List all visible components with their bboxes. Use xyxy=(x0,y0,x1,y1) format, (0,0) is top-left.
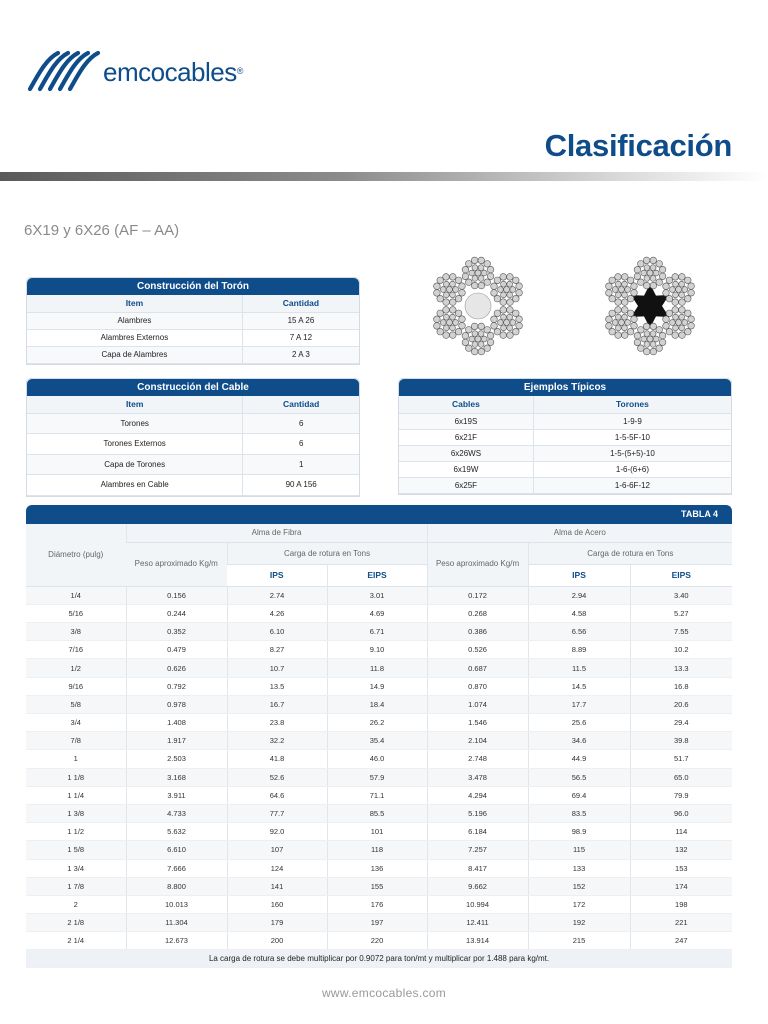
steel-core-rope-cross-section xyxy=(596,252,704,360)
value-cell: 192 xyxy=(528,914,630,932)
value-cell: 133 xyxy=(528,859,630,877)
value-cell: 12.411 xyxy=(427,914,528,932)
table-row xyxy=(27,413,359,434)
toron-title: Construcción del Torón xyxy=(27,278,359,295)
tabla-4-grid xyxy=(26,524,732,968)
value-cell: 1.408 xyxy=(126,714,227,732)
row-label: Torones Externos xyxy=(27,434,243,455)
value-cell: 132 xyxy=(630,841,732,859)
value-cell: 153 xyxy=(630,859,732,877)
value-cell: 221 xyxy=(630,914,732,932)
diametro-cell: 1 3/8 xyxy=(26,804,126,822)
value-cell: 197 xyxy=(327,914,427,932)
value-cell: 18.4 xyxy=(327,695,427,713)
strand xyxy=(462,257,494,289)
value-cell: 152 xyxy=(528,877,630,895)
value-cell: 8.27 xyxy=(227,641,327,659)
table-row xyxy=(27,475,359,496)
value-cell: 2.748 xyxy=(427,750,528,768)
value-cell: 0.352 xyxy=(126,623,227,641)
value-cell: 71.1 xyxy=(327,786,427,804)
table-row xyxy=(26,732,732,750)
value-cell: 124 xyxy=(227,859,327,877)
table-row xyxy=(26,859,732,877)
value-cell: 118 xyxy=(327,841,427,859)
value-cell: 46.0 xyxy=(327,750,427,768)
strand xyxy=(606,307,638,339)
table-row xyxy=(26,677,732,695)
value-cell: 179 xyxy=(227,914,327,932)
value-cell: 7.257 xyxy=(427,841,528,859)
value-cell: 0.978 xyxy=(126,695,227,713)
table-row xyxy=(26,623,732,641)
diametro-cell: 1 1/2 xyxy=(26,823,126,841)
header-ips-acero: IPS xyxy=(528,564,630,586)
header-alma-fibra: Alma de Fibra xyxy=(126,524,427,542)
value-cell: 1.917 xyxy=(126,732,227,750)
fiber-core-rope-cross-section xyxy=(424,252,532,360)
value-cell: 1.546 xyxy=(427,714,528,732)
table-row xyxy=(26,804,732,822)
value-cell: 200 xyxy=(227,932,327,950)
table-row xyxy=(399,477,731,493)
tabla-4 xyxy=(26,505,732,968)
value-cell: 174 xyxy=(630,877,732,895)
table-row xyxy=(26,895,732,913)
diametro-cell: 1/2 xyxy=(26,659,126,677)
value-cell: 14.5 xyxy=(528,677,630,695)
diametro-cell: 1 3/4 xyxy=(26,859,126,877)
value-cell: 52.6 xyxy=(227,768,327,786)
value-cell: 0.244 xyxy=(126,604,227,622)
header-eips-acero: EIPS xyxy=(630,564,732,586)
strand xyxy=(606,274,638,306)
registered-mark: ® xyxy=(236,66,244,76)
brand-logo xyxy=(26,48,243,94)
value-cell: 51.7 xyxy=(630,750,732,768)
table-row xyxy=(26,841,732,859)
table-row xyxy=(27,329,359,346)
value-cell: 11.5 xyxy=(528,659,630,677)
table-row xyxy=(27,346,359,363)
value-cell: 29.4 xyxy=(630,714,732,732)
value-cell: 16.8 xyxy=(630,677,732,695)
row-label: Torones xyxy=(27,413,243,434)
value-cell: 13.5 xyxy=(227,677,327,695)
toron-construction-table xyxy=(26,277,360,365)
table-row xyxy=(26,823,732,841)
row-label: 6x25F xyxy=(399,477,533,493)
value-cell: 6.56 xyxy=(528,623,630,641)
diametro-cell: 7/16 xyxy=(26,641,126,659)
value-cell: 6.610 xyxy=(126,841,227,859)
row-value: 1-9-9 xyxy=(533,413,731,429)
table-row xyxy=(26,714,732,732)
diametro-cell: 5/8 xyxy=(26,695,126,713)
value-cell: 41.8 xyxy=(227,750,327,768)
value-cell: 20.6 xyxy=(630,695,732,713)
row-value: 1-6-6F-12 xyxy=(533,477,731,493)
examples-title: Ejemplos Típicos xyxy=(399,379,731,396)
footer-website: www.emcocables.com xyxy=(321,986,447,1000)
row-value: 7 A 12 xyxy=(242,329,359,346)
value-cell: 4.58 xyxy=(528,604,630,622)
value-cell: 10.994 xyxy=(427,895,528,913)
table-row xyxy=(399,445,731,461)
row-value: 6 xyxy=(243,434,359,455)
value-cell: 0.172 xyxy=(427,586,528,604)
value-cell: 3.911 xyxy=(126,786,227,804)
value-cell: 32.2 xyxy=(227,732,327,750)
brand-name: emcocables xyxy=(103,56,237,87)
value-cell: 64.6 xyxy=(227,786,327,804)
row-value: 1-5-5F-10 xyxy=(533,429,731,445)
table-row xyxy=(26,586,732,604)
table-row xyxy=(26,641,732,659)
table-row xyxy=(26,604,732,622)
header-carga-acero: Carga de rotura en Tons xyxy=(528,542,732,564)
value-cell: 10.013 xyxy=(126,895,227,913)
strand xyxy=(462,323,494,355)
table-row xyxy=(26,768,732,786)
value-cell: 0.268 xyxy=(427,604,528,622)
table-row xyxy=(26,750,732,768)
value-cell: 85.5 xyxy=(327,804,427,822)
examples-header-cables: Cables xyxy=(399,396,533,413)
header-alma-acero: Alma de Acero xyxy=(427,524,732,542)
strand xyxy=(434,307,466,339)
table-row xyxy=(26,932,732,950)
table-row xyxy=(26,695,732,713)
value-cell: 5.27 xyxy=(630,604,732,622)
value-cell: 25.6 xyxy=(528,714,630,732)
tabla-4-label: TABLA 4 xyxy=(681,509,718,519)
value-cell: 5.632 xyxy=(126,823,227,841)
cable-construction-table xyxy=(26,378,360,497)
cable-header-cantidad: Cantidad xyxy=(243,396,359,413)
fiber-core xyxy=(465,293,491,319)
value-cell: 2.74 xyxy=(227,586,327,604)
value-cell: 57.9 xyxy=(327,768,427,786)
value-cell: 5.196 xyxy=(427,804,528,822)
value-cell: 79.9 xyxy=(630,786,732,804)
value-cell: 115 xyxy=(528,841,630,859)
table-note: La carga de rotura se debe multiplicar por 0.9072 para ton/mt y multiplicar por 1.488 para kg/mt. xyxy=(26,950,732,968)
value-cell: 0.687 xyxy=(427,659,528,677)
row-label: 6x19S xyxy=(399,413,533,429)
cable-header-item: Item xyxy=(27,396,243,413)
tabla-4-bar xyxy=(26,505,732,524)
diametro-cell: 1/4 xyxy=(26,586,126,604)
table-row xyxy=(26,914,732,932)
value-cell: 13.914 xyxy=(427,932,528,950)
diametro-cell: 7/8 xyxy=(26,732,126,750)
row-value: 1-6-(6+6) xyxy=(533,461,731,477)
value-cell: 4.26 xyxy=(227,604,327,622)
diametro-cell: 3/8 xyxy=(26,623,126,641)
value-cell: 26.2 xyxy=(327,714,427,732)
value-cell: 6.184 xyxy=(427,823,528,841)
table-row xyxy=(26,877,732,895)
value-cell: 92.0 xyxy=(227,823,327,841)
value-cell: 0.870 xyxy=(427,677,528,695)
header-diametro: Diámetro (pulg) xyxy=(26,524,126,586)
value-cell: 1.074 xyxy=(427,695,528,713)
value-cell: 8.800 xyxy=(126,877,227,895)
table-row xyxy=(27,312,359,329)
header-carga-fibra: Carga de rotura en Tons xyxy=(227,542,427,564)
section-subtitle: 6X19 y 6X26 (AF – AA) xyxy=(24,222,180,239)
value-cell: 83.5 xyxy=(528,804,630,822)
value-cell: 3.01 xyxy=(327,586,427,604)
value-cell: 3.40 xyxy=(630,586,732,604)
toron-header-cantidad: Cantidad xyxy=(242,295,359,312)
row-value: 1-5-(5+5)-10 xyxy=(533,445,731,461)
table-row xyxy=(399,461,731,477)
value-cell: 23.8 xyxy=(227,714,327,732)
emcocables-logo-icon xyxy=(26,49,102,93)
strand xyxy=(434,274,466,306)
value-cell: 10.7 xyxy=(227,659,327,677)
value-cell: 0.479 xyxy=(126,641,227,659)
value-cell: 155 xyxy=(327,877,427,895)
title-divider xyxy=(0,172,768,181)
value-cell: 2.503 xyxy=(126,750,227,768)
value-cell: 2.94 xyxy=(528,586,630,604)
table-row xyxy=(26,659,732,677)
value-cell: 13.3 xyxy=(630,659,732,677)
value-cell: 7.55 xyxy=(630,623,732,641)
row-value: 1 xyxy=(243,454,359,475)
strand xyxy=(663,307,695,339)
table-row xyxy=(399,429,731,445)
value-cell: 98.9 xyxy=(528,823,630,841)
diametro-cell: 1 1/4 xyxy=(26,786,126,804)
value-cell: 172 xyxy=(528,895,630,913)
strand xyxy=(491,307,523,339)
diametro-cell: 2 1/8 xyxy=(26,914,126,932)
value-cell: 44.9 xyxy=(528,750,630,768)
header-peso-acero: Peso aproximado Kg/m xyxy=(427,542,528,586)
page-title: Clasificación xyxy=(544,128,732,163)
value-cell: 35.4 xyxy=(327,732,427,750)
value-cell: 247 xyxy=(630,932,732,950)
value-cell: 176 xyxy=(327,895,427,913)
row-value: 2 A 3 xyxy=(242,346,359,363)
row-value: 6 xyxy=(243,413,359,434)
value-cell: 220 xyxy=(327,932,427,950)
value-cell: 8.417 xyxy=(427,859,528,877)
value-cell: 10.2 xyxy=(630,641,732,659)
value-cell: 3.478 xyxy=(427,768,528,786)
row-label: Alambres xyxy=(27,312,242,329)
diametro-cell: 2 xyxy=(26,895,126,913)
value-cell: 4.733 xyxy=(126,804,227,822)
row-label: 6x26WS xyxy=(399,445,533,461)
value-cell: 6.71 xyxy=(327,623,427,641)
value-cell: 9.662 xyxy=(427,877,528,895)
value-cell: 96.0 xyxy=(630,804,732,822)
value-cell: 17.7 xyxy=(528,695,630,713)
table-row xyxy=(399,413,731,429)
value-cell: 136 xyxy=(327,859,427,877)
header-peso-fibra: Peso aproximado Kg/m xyxy=(126,542,227,586)
cable-title: Construcción del Cable xyxy=(27,379,359,396)
row-label: Capa de Alambres xyxy=(27,346,242,363)
row-label: Capa de Torones xyxy=(27,454,243,475)
value-cell: 7.666 xyxy=(126,859,227,877)
table-row xyxy=(26,786,732,804)
value-cell: 69.4 xyxy=(528,786,630,804)
value-cell: 65.0 xyxy=(630,768,732,786)
value-cell: 3.168 xyxy=(126,768,227,786)
value-cell: 39.8 xyxy=(630,732,732,750)
diametro-cell: 1 xyxy=(26,750,126,768)
row-value: 15 A 26 xyxy=(242,312,359,329)
value-cell: 198 xyxy=(630,895,732,913)
value-cell: 16.7 xyxy=(227,695,327,713)
value-cell: 101 xyxy=(327,823,427,841)
row-label: Alambres en Cable xyxy=(27,475,243,496)
examples-table xyxy=(398,378,732,495)
value-cell: 160 xyxy=(227,895,327,913)
value-cell: 9.10 xyxy=(327,641,427,659)
table-row xyxy=(27,434,359,455)
diametro-cell: 2 1/4 xyxy=(26,932,126,950)
value-cell: 11.304 xyxy=(126,914,227,932)
value-cell: 107 xyxy=(227,841,327,859)
value-cell: 77.7 xyxy=(227,804,327,822)
value-cell: 4.69 xyxy=(327,604,427,622)
value-cell: 6.10 xyxy=(227,623,327,641)
examples-header-torones: Torones xyxy=(533,396,731,413)
diametro-cell: 5/16 xyxy=(26,604,126,622)
value-cell: 0.792 xyxy=(126,677,227,695)
strand xyxy=(663,274,695,306)
value-cell: 0.156 xyxy=(126,586,227,604)
diametro-cell: 1 7/8 xyxy=(26,877,126,895)
value-cell: 34.6 xyxy=(528,732,630,750)
strand xyxy=(491,274,523,306)
toron-header-item: Item xyxy=(27,295,242,312)
row-label: 6x19W xyxy=(399,461,533,477)
value-cell: 14.9 xyxy=(327,677,427,695)
row-label: Alambres Externos xyxy=(27,329,242,346)
diametro-cell: 9/16 xyxy=(26,677,126,695)
value-cell: 141 xyxy=(227,877,327,895)
value-cell: 114 xyxy=(630,823,732,841)
table-row xyxy=(27,454,359,475)
value-cell: 12.673 xyxy=(126,932,227,950)
diametro-cell: 1 1/8 xyxy=(26,768,126,786)
diametro-cell: 3/4 xyxy=(26,714,126,732)
value-cell: 0.626 xyxy=(126,659,227,677)
value-cell: 56.5 xyxy=(528,768,630,786)
row-value: 90 A 156 xyxy=(243,475,359,496)
value-cell: 8.89 xyxy=(528,641,630,659)
diametro-cell: 1 5/8 xyxy=(26,841,126,859)
value-cell: 2.104 xyxy=(427,732,528,750)
value-cell: 0.526 xyxy=(427,641,528,659)
header-eips-fibra: EIPS xyxy=(327,564,427,586)
value-cell: 11.8 xyxy=(327,659,427,677)
header-ips-fibra: IPS xyxy=(227,564,327,586)
row-label: 6x21F xyxy=(399,429,533,445)
value-cell: 4.294 xyxy=(427,786,528,804)
value-cell: 0.386 xyxy=(427,623,528,641)
value-cell: 215 xyxy=(528,932,630,950)
